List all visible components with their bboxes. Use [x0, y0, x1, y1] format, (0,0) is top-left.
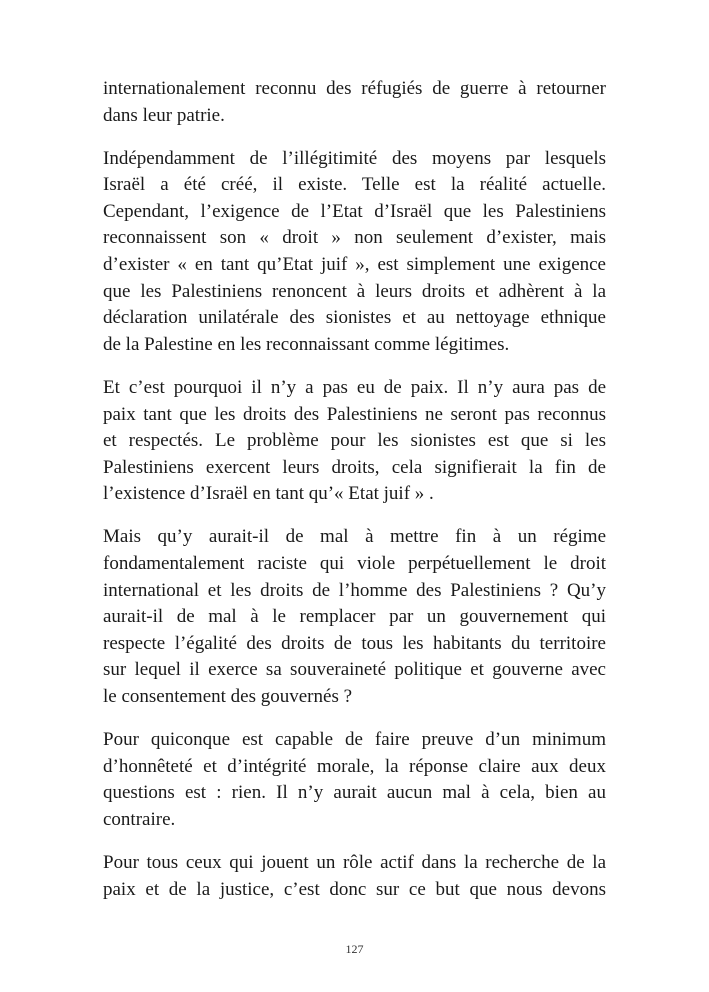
text-line: international et les droits de l’homme des Palestiniens ? Qu’y — [103, 579, 606, 601]
text-line: Et c’est pourquoi il n’y a pas eu de paix. Il n’y aura pas de — [103, 376, 606, 398]
text-line: de la Palestine en les reconnaissant comme légitimes. — [103, 333, 510, 355]
text-line: d’honnêteté et d’intégrité morale, la réponse claire aux deux — [103, 755, 606, 777]
text-line: paix et de la justice, c’est donc sur ce but que nous devons — [103, 878, 606, 900]
paragraph-1 — [103, 76, 606, 129]
text-line: sur lequel il exerce sa souveraineté politique et gouverne avec — [103, 659, 606, 681]
paragraph-3 — [103, 375, 606, 508]
text-line: respecte l’égalité des droits de tous les habitants du territoire — [103, 632, 606, 654]
paragraph-2 — [103, 146, 606, 359]
text-line: Mais qu’y aurait-il de mal à mettre fin à un régime — [103, 526, 606, 548]
text-line: d’exister « en tant qu’Etat juif », est simplement une exigence — [103, 254, 606, 276]
text-line: Palestiniens exercent leurs droits, cela signifierait la fin de — [103, 456, 606, 478]
body-text — [103, 76, 606, 903]
paragraph-6 — [103, 850, 606, 903]
text-line: et respectés. Le problème pour les sionistes est que si les — [103, 430, 606, 452]
text-line: Pour tous ceux qui jouent un rôle actif dans la recherche de la — [103, 851, 606, 873]
text-line: Israël a été créé, il existe. Telle est la réalité actuelle. — [103, 174, 606, 196]
text-line: déclaration unilatérale des sionistes et au nettoyage ethnique — [103, 307, 606, 329]
text-line: Indépendamment de l’illégitimité des moyens par lesquels — [103, 147, 606, 169]
text-line: que les Palestiniens renoncent à leurs droits et adhèrent à la — [103, 280, 606, 302]
text-line: internationalement reconnu des réfugiés de guerre à retourner — [103, 78, 606, 99]
text-line: reconnaissent son « droit » non seulement d’exister, mais — [103, 227, 606, 249]
text-line: contraire. — [103, 808, 176, 830]
text-line: aurait-il de mal à le remplacer par un gouvernement qui — [103, 606, 606, 628]
text-line: l’existence d’Israël en tant qu’« Etat juif » . — [103, 483, 434, 505]
text-line: questions est : rien. Il n’y aurait aucun mal à cela, bien au — [103, 782, 606, 804]
text-line: fondamentalement raciste qui viole perpétuellement le droit — [103, 553, 606, 574]
text-line: dans leur patrie. — [103, 104, 225, 126]
page-number: 127 — [345, 942, 364, 956]
text-line: paix tant que les droits des Palestiniens ne seront pas reconnus — [103, 403, 606, 425]
paragraph-4 — [103, 524, 606, 710]
text-line: le consentement des gouvernés ? — [103, 685, 353, 707]
text-line: Pour quiconque est capable de faire preuve d’un minimum — [103, 729, 606, 751]
text-line: Cependant, l’exigence de l’Etat d’Israël que les Palestiniens — [103, 200, 606, 222]
paragraph-5 — [103, 727, 606, 833]
